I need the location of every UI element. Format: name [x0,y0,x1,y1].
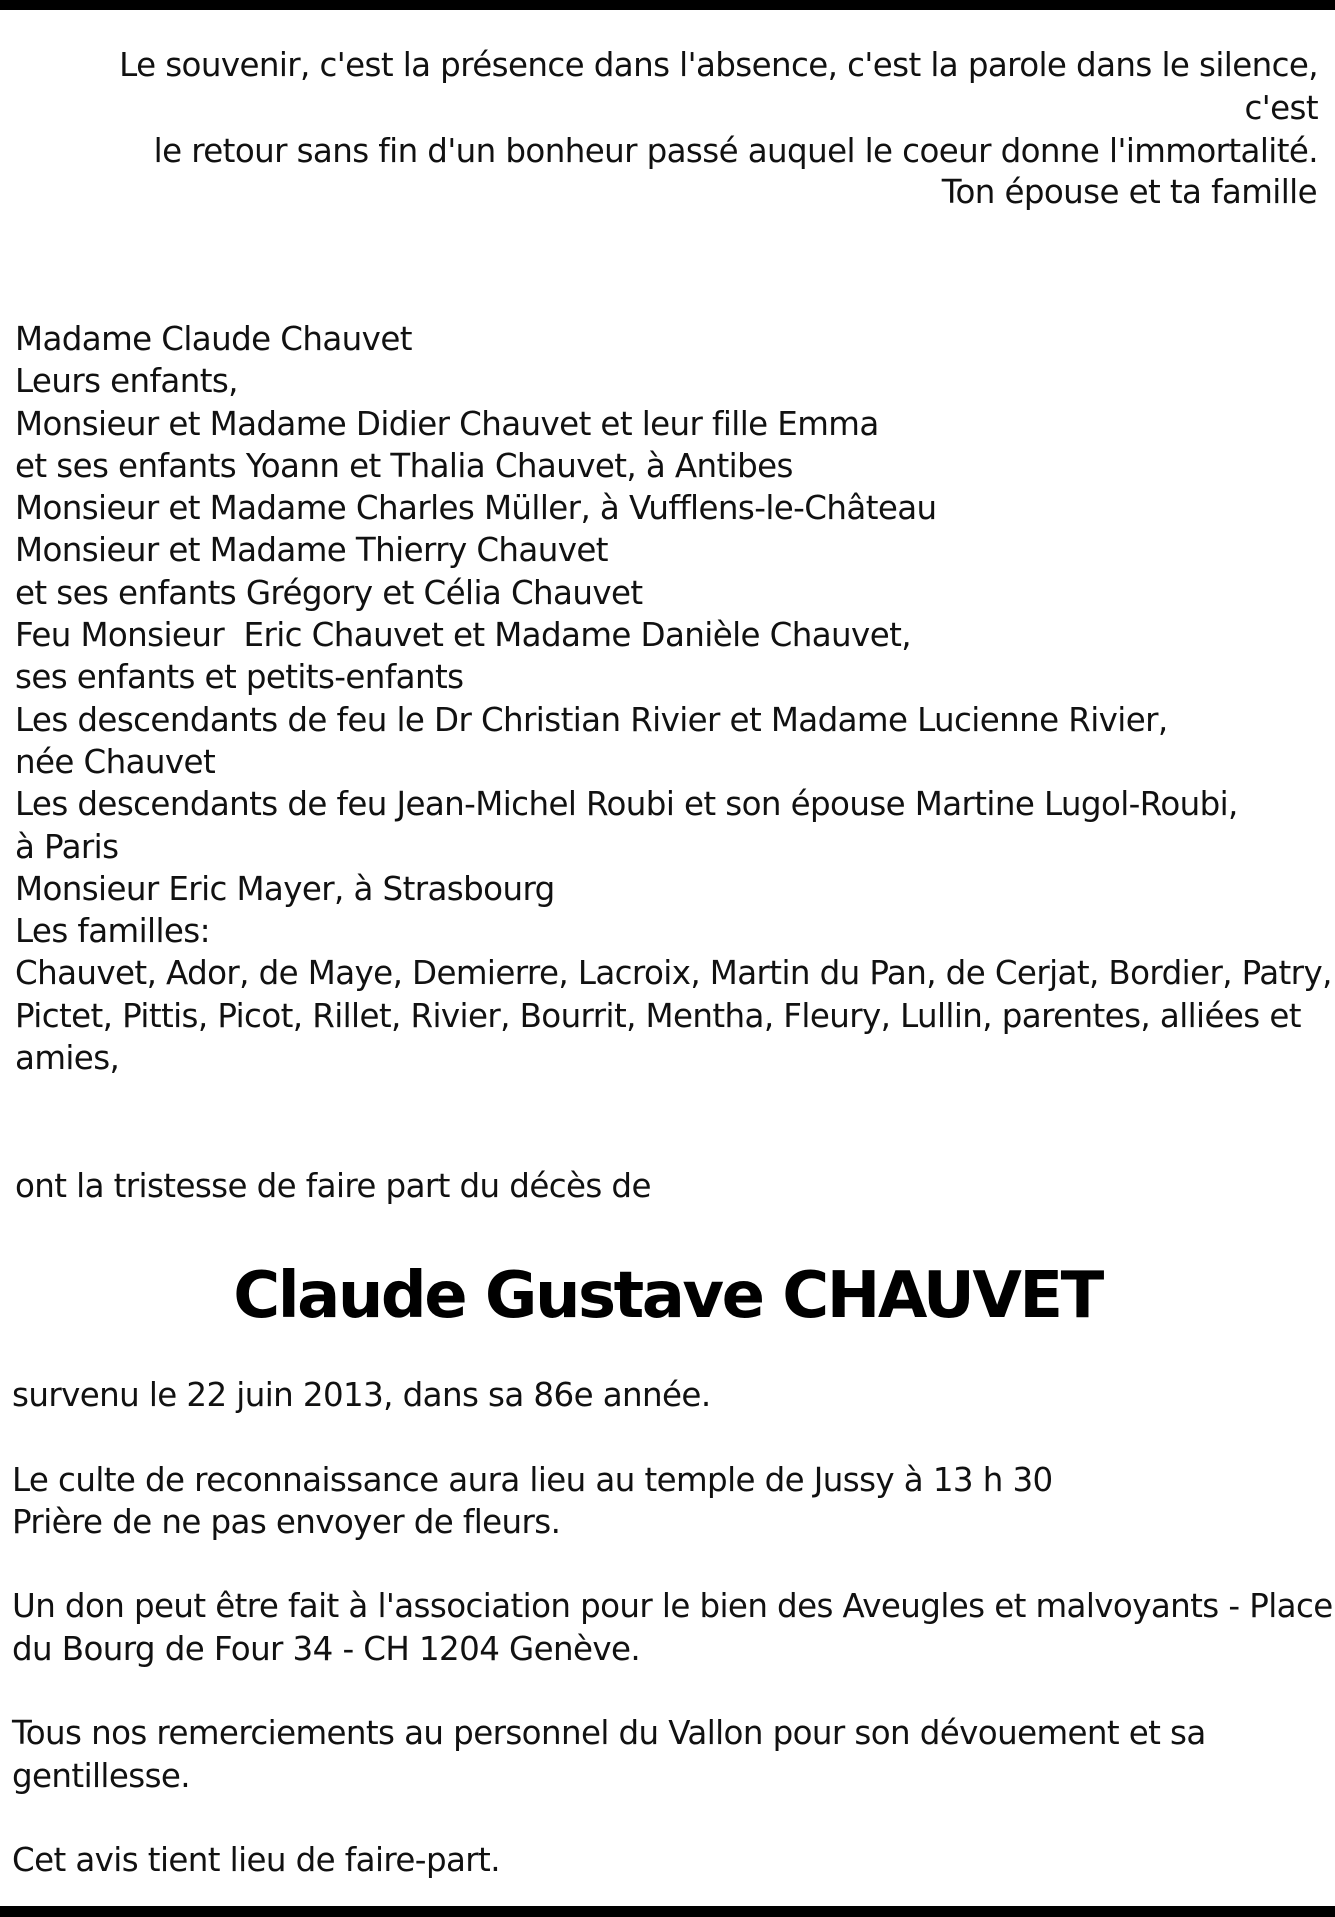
thanks-text-end: gentillesse. [12,1756,191,1795]
family-line: Pictet, Pittis, Picot, Rillet, Rivier, Bourrit, Mentha, Fleury, Lullin, parentes, alliées et [15,996,1301,1035]
family-line: Les familles: [15,912,210,951]
bottom-border [0,1906,1335,1917]
family-line: Monsieur Eric Mayer, à Strasbourg [15,869,555,908]
family-line: Les descendants de feu le Dr Christian Rivier et Madame Lucienne Rivier, [15,700,1168,739]
family-line: née Chauvet [15,742,216,781]
quote-line-1: Le souvenir, c'est la présence dans l'absence, c'est la parole dans le silence, c'est [119,46,1318,127]
family-line: Monsieur et Madame Didier Chauvet et leur fille Emma [15,404,879,443]
memorial-quote [40,44,1318,173]
family-line: ses enfants et petits-enfants [15,658,464,697]
family-line: amies, [15,1039,120,1078]
family-line: Monsieur et Madame Thierry Chauvet [15,531,608,570]
family-line: Leurs enfants, [15,362,238,401]
closing-text: Cet avis tient lieu de faire-part. [12,1841,500,1880]
family-line: à Paris [15,827,119,866]
spacer [12,1416,1322,1458]
deceased-name: Claude Gustave CHAUVET [233,1259,1102,1333]
donation-text: Un don peut être fait à l'association pour le bien des Aveugles et malvoyants - Place [12,1587,1333,1626]
death-date-text: survenu le 22 juin 2013, dans sa 86e année. [12,1376,711,1414]
family-line: Les descendants de feu Jean-Michel Roubi et son épouse Martine Lugol-Roubi, [15,785,1238,824]
family-line: Monsieur et Madame Charles Müller, à Vufflens-le-Château [15,489,937,528]
quote-line-2: le retour sans fin d'un bonheur passé auquel le coeur donne l'immortalité. [153,132,1318,170]
flowers-text: Prière de ne pas envoyer de fleurs. [12,1502,561,1541]
family-line: Madame Claude Chauvet [15,320,412,358]
family-line: et ses enfants Grégory et Célia Chauvet [15,573,643,612]
family-line: Feu Monsieur Eric Chauvet et Madame Danièle Chauvet, [15,616,911,655]
spacer [12,1797,1322,1839]
quote-signature: Ton épouse et ta famille [941,173,1317,211]
family-list [15,318,1332,1079]
spacer [12,1670,1322,1712]
obituary-details [12,1374,1333,1882]
thanks-text: Tous nos remerciements au personnel du Vallon pour son dévouement et sa [12,1714,1206,1753]
family-line: Chauvet, Ador, de Maye, Demierre, Lacroix, Martin du Pan, de Cerjat, Bordier, Patry, [15,954,1332,993]
service-text: Le culte de reconnaissance aura lieu au temple de Jussy à 13 h 30 [12,1460,1053,1499]
spacer [12,1543,1322,1585]
announcement-text: ont la tristesse de faire part du décès de [15,1167,651,1205]
donation-address-text: du Bourg de Four 34 - CH 1204 Genève. [12,1629,641,1668]
family-line: et ses enfants Yoann et Thalia Chauvet, à Antibes [15,446,793,485]
top-border [0,0,1335,10]
